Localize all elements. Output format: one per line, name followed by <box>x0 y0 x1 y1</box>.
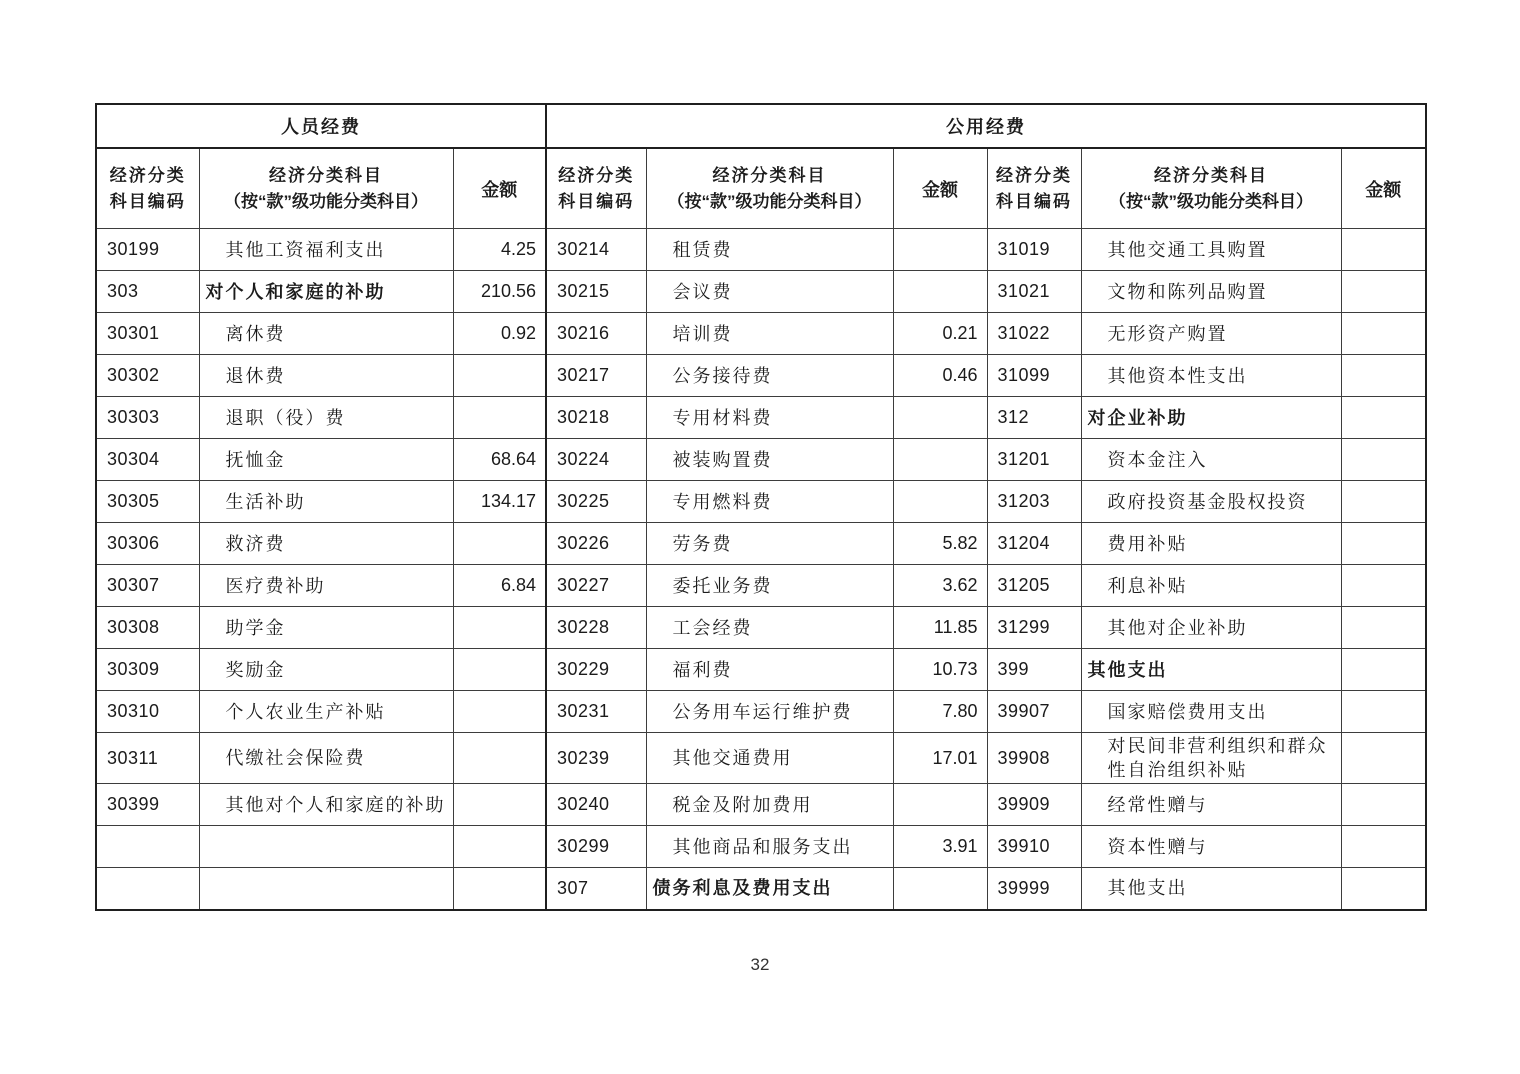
amount-cell <box>1341 868 1426 910</box>
amount-cell: 17.01 <box>893 733 987 784</box>
code-cell: 30218 <box>546 397 646 439</box>
code-cell: 30231 <box>546 691 646 733</box>
subject-cell: 其他商品和服务支出 <box>646 826 893 868</box>
code-cell: 31205 <box>987 565 1081 607</box>
amount-cell <box>1341 826 1426 868</box>
subject-cell: 生活补助 <box>199 481 453 523</box>
amount-cell <box>893 784 987 826</box>
code-cell: 31204 <box>987 523 1081 565</box>
budget-table <box>95 103 1427 911</box>
code-cell: 30228 <box>546 607 646 649</box>
table-row <box>96 523 1426 565</box>
code-cell: 30308 <box>96 607 199 649</box>
amount-cell <box>1341 691 1426 733</box>
amount-cell <box>1341 565 1426 607</box>
amount-cell <box>1341 733 1426 784</box>
amount-cell: 10.73 <box>893 649 987 691</box>
subject-cell: 政府投资基金股权投资 <box>1081 481 1341 523</box>
amount-cell: 210.56 <box>453 271 546 313</box>
amount-cell <box>1341 355 1426 397</box>
column-header-row <box>96 148 1426 229</box>
code-cell: 30301 <box>96 313 199 355</box>
code-cell: 30303 <box>96 397 199 439</box>
subject-header-line2: （按“款”级功能分类科目） <box>1109 191 1313 211</box>
subject-column-header <box>1081 148 1341 229</box>
amount-cell <box>893 868 987 910</box>
code-cell: 30199 <box>96 229 199 271</box>
code-cell: 30305 <box>96 481 199 523</box>
code-cell: 31203 <box>987 481 1081 523</box>
subject-cell: 退休费 <box>199 355 453 397</box>
amount-cell <box>453 649 546 691</box>
table-row <box>96 355 1426 397</box>
subject-cell: 专用材料费 <box>646 397 893 439</box>
code-cell: 30229 <box>546 649 646 691</box>
code-cell: 30216 <box>546 313 646 355</box>
code-cell: 39907 <box>987 691 1081 733</box>
subject-cell: 税金及附加费用 <box>646 784 893 826</box>
subject-cell: 公务接待费 <box>646 355 893 397</box>
amount-cell <box>893 439 987 481</box>
code-cell: 30310 <box>96 691 199 733</box>
subject-cell: 其他对企业补助 <box>1081 607 1341 649</box>
section-header-personnel: 人员经费 <box>96 104 546 148</box>
amount-cell <box>453 868 546 910</box>
amount-cell <box>1341 784 1426 826</box>
subject-cell: 委托业务费 <box>646 565 893 607</box>
subject-cell: 其他交通工具购置 <box>1081 229 1341 271</box>
code-column-header <box>546 148 646 229</box>
subject-header-line2: （按“款”级功能分类科目） <box>224 191 428 211</box>
amount-cell <box>453 784 546 826</box>
amount-column-header: 金额 <box>453 148 546 229</box>
subject-cell: 专用燃料费 <box>646 481 893 523</box>
code-column-header <box>96 148 199 229</box>
code-cell: 30215 <box>546 271 646 313</box>
table-row <box>96 481 1426 523</box>
amount-cell <box>453 523 546 565</box>
subject-cell: 文物和陈列品购置 <box>1081 271 1341 313</box>
amount-cell <box>1341 271 1426 313</box>
amount-cell <box>893 397 987 439</box>
code-cell: 30299 <box>546 826 646 868</box>
code-cell: 30240 <box>546 784 646 826</box>
subject-cell: 救济费 <box>199 523 453 565</box>
subject-cell <box>199 826 453 868</box>
amount-cell <box>1341 523 1426 565</box>
code-cell: 30217 <box>546 355 646 397</box>
code-cell <box>96 826 199 868</box>
code-header-line1: 经济分类 <box>996 165 1072 185</box>
amount-cell: 134.17 <box>453 481 546 523</box>
code-cell: 307 <box>546 868 646 910</box>
amount-cell <box>453 691 546 733</box>
code-cell: 30214 <box>546 229 646 271</box>
subject-cell: 医疗费补助 <box>199 565 453 607</box>
code-header-line1: 经济分类 <box>558 165 635 185</box>
code-header-line1: 经济分类 <box>109 165 186 185</box>
table-row <box>96 229 1426 271</box>
code-cell: 31022 <box>987 313 1081 355</box>
table-row <box>96 313 1426 355</box>
subject-cell: 代缴社会保险费 <box>199 733 453 784</box>
subject-header-line1: 经济分类科目 <box>269 165 383 185</box>
table-row <box>96 868 1426 910</box>
code-cell: 312 <box>987 397 1081 439</box>
amount-cell <box>1341 229 1426 271</box>
code-cell: 31019 <box>987 229 1081 271</box>
subject-cell: 资本金注入 <box>1081 439 1341 481</box>
subject-cell: 对民间非营利组织和群众性自治组织补贴 <box>1081 733 1341 784</box>
code-cell: 30227 <box>546 565 646 607</box>
table-row <box>96 397 1426 439</box>
code-header-line2: 科目编码 <box>996 191 1072 211</box>
table-row <box>96 691 1426 733</box>
subject-cell: 利息补贴 <box>1081 565 1341 607</box>
subject-cell: 劳务费 <box>646 523 893 565</box>
table-body <box>96 229 1426 910</box>
code-cell: 30304 <box>96 439 199 481</box>
amount-cell <box>453 826 546 868</box>
subject-cell: 工会经费 <box>646 607 893 649</box>
code-cell: 30224 <box>546 439 646 481</box>
amount-cell: 3.91 <box>893 826 987 868</box>
amount-cell: 68.64 <box>453 439 546 481</box>
section-header-row <box>96 104 1426 148</box>
amount-cell <box>453 733 546 784</box>
amount-cell: 0.46 <box>893 355 987 397</box>
subject-cell: 费用补贴 <box>1081 523 1341 565</box>
amount-cell: 0.92 <box>453 313 546 355</box>
subject-cell: 助学金 <box>199 607 453 649</box>
subject-cell: 培训费 <box>646 313 893 355</box>
code-cell: 31021 <box>987 271 1081 313</box>
amount-cell <box>453 607 546 649</box>
code-cell: 30306 <box>96 523 199 565</box>
amount-cell <box>453 397 546 439</box>
amount-cell <box>1341 481 1426 523</box>
subject-cell: 退职（役）费 <box>199 397 453 439</box>
amount-cell <box>893 481 987 523</box>
code-cell: 31299 <box>987 607 1081 649</box>
code-cell: 30302 <box>96 355 199 397</box>
subject-cell: 离休费 <box>199 313 453 355</box>
code-cell: 30226 <box>546 523 646 565</box>
subject-cell: 其他支出 <box>1081 649 1341 691</box>
code-cell: 31201 <box>987 439 1081 481</box>
code-column-header <box>987 148 1081 229</box>
subject-cell: 资本性赠与 <box>1081 826 1341 868</box>
amount-cell <box>893 271 987 313</box>
code-cell: 39910 <box>987 826 1081 868</box>
subject-cell: 经常性赠与 <box>1081 784 1341 826</box>
amount-cell <box>893 229 987 271</box>
code-cell <box>96 868 199 910</box>
amount-cell: 0.21 <box>893 313 987 355</box>
section-header-public: 公用经费 <box>546 104 1426 148</box>
subject-cell: 其他工资福利支出 <box>199 229 453 271</box>
amount-cell <box>1341 397 1426 439</box>
amount-cell: 11.85 <box>893 607 987 649</box>
subject-cell: 其他支出 <box>1081 868 1341 910</box>
subject-cell: 其他对个人和家庭的补助 <box>199 784 453 826</box>
code-cell: 31099 <box>987 355 1081 397</box>
table-row <box>96 565 1426 607</box>
subject-cell: 对企业补助 <box>1081 397 1341 439</box>
code-cell: 39908 <box>987 733 1081 784</box>
code-cell: 399 <box>987 649 1081 691</box>
subject-header-line1: 经济分类科目 <box>1154 165 1268 185</box>
table-row <box>96 826 1426 868</box>
subject-cell: 奖励金 <box>199 649 453 691</box>
amount-cell <box>1341 439 1426 481</box>
code-cell: 39999 <box>987 868 1081 910</box>
amount-cell <box>453 355 546 397</box>
code-header-line2: 科目编码 <box>558 191 635 211</box>
amount-cell <box>1341 313 1426 355</box>
subject-cell: 其他交通费用 <box>646 733 893 784</box>
subject-cell: 公务用车运行维护费 <box>646 691 893 733</box>
subject-header-line2: （按“款”级功能分类科目） <box>667 191 872 211</box>
amount-cell <box>1341 607 1426 649</box>
subject-column-header <box>199 148 453 229</box>
amount-cell: 6.84 <box>453 565 546 607</box>
amount-column-header: 金额 <box>1341 148 1426 229</box>
subject-cell: 抚恤金 <box>199 439 453 481</box>
amount-cell: 4.25 <box>453 229 546 271</box>
table-row <box>96 733 1426 784</box>
subject-cell <box>199 868 453 910</box>
subject-cell: 对个人和家庭的补助 <box>199 271 453 313</box>
code-cell: 30225 <box>546 481 646 523</box>
code-cell: 30399 <box>96 784 199 826</box>
code-cell: 30309 <box>96 649 199 691</box>
subject-cell: 会议费 <box>646 271 893 313</box>
amount-cell: 5.82 <box>893 523 987 565</box>
subject-cell: 福利费 <box>646 649 893 691</box>
subject-cell: 国家赔偿费用支出 <box>1081 691 1341 733</box>
subject-cell: 债务利息及费用支出 <box>646 868 893 910</box>
table-row <box>96 607 1426 649</box>
subject-cell: 其他资本性支出 <box>1081 355 1341 397</box>
subject-cell: 无形资产购置 <box>1081 313 1341 355</box>
page-number: 32 <box>750 955 770 974</box>
code-cell: 30311 <box>96 733 199 784</box>
code-cell: 303 <box>96 271 199 313</box>
subject-column-header <box>646 148 893 229</box>
table-row <box>96 439 1426 481</box>
code-cell: 39909 <box>987 784 1081 826</box>
code-cell: 30307 <box>96 565 199 607</box>
table-row <box>96 649 1426 691</box>
subject-cell: 租赁费 <box>646 229 893 271</box>
code-cell: 30239 <box>546 733 646 784</box>
subject-cell: 被装购置费 <box>646 439 893 481</box>
amount-cell: 3.62 <box>893 565 987 607</box>
code-header-line2: 科目编码 <box>109 191 186 211</box>
table-row <box>96 271 1426 313</box>
subject-cell: 个人农业生产补贴 <box>199 691 453 733</box>
subject-header-line1: 经济分类科目 <box>712 165 827 185</box>
amount-cell: 7.80 <box>893 691 987 733</box>
amount-column-header: 金额 <box>893 148 987 229</box>
table-row <box>96 784 1426 826</box>
amount-cell <box>1341 649 1426 691</box>
